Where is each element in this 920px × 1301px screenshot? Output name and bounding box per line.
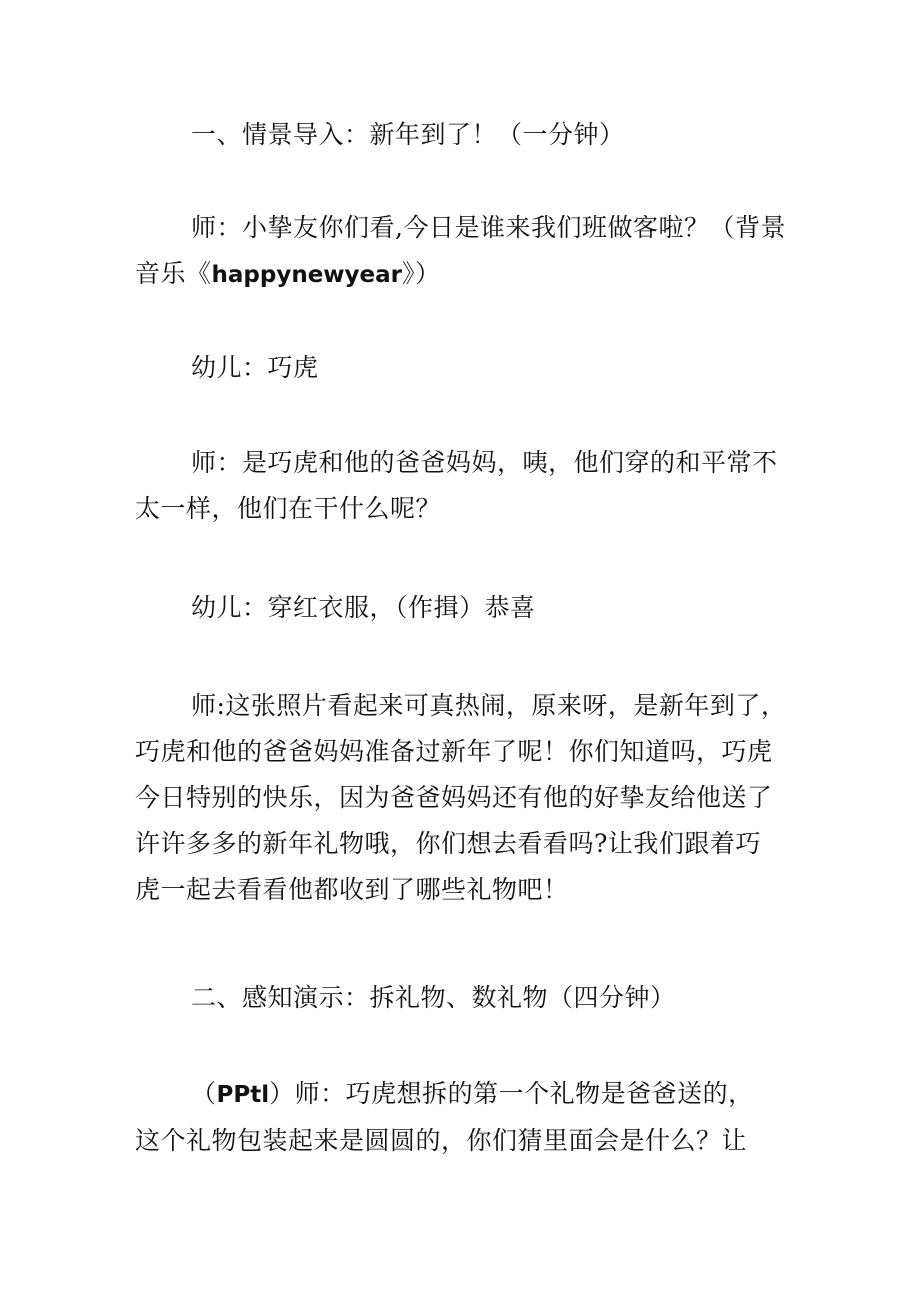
paragraph-teacher-intro-line-2 [135, 251, 795, 298]
section-heading-1 [135, 112, 795, 158]
paragraph-child-answer-1 [135, 345, 795, 391]
paragraph-child-answer-1-text: 幼儿：巧虎 [191, 353, 319, 382]
paragraph-teacher-story-line-5: 虎一起去看看他都收到了哪些礼物吧！ [135, 875, 569, 904]
section-heading-2 [135, 975, 795, 1021]
paragraph-teacher-story [135, 683, 795, 913]
music-title: happynewyear [211, 262, 403, 288]
ppt-open-paren: （ [191, 1079, 217, 1108]
paragraph-first-gift [135, 1071, 795, 1164]
paragraph-teacher-question-line-2: 太一样，他们在干什么呢？ [135, 494, 442, 523]
paragraph-teacher-intro [135, 205, 795, 298]
paragraph-child-answer-2-text: 幼儿：穿红衣服，（作揖）恭喜 [191, 593, 536, 622]
paragraph-teacher-question [135, 440, 795, 532]
paragraph-child-answer-2 [135, 585, 795, 631]
section-heading-2-text: 二、感知演示：拆礼物、数礼物（四分钟） [191, 983, 676, 1012]
paragraph-teacher-story-line-3: 今日特别的快乐，因为爸爸妈妈还有他的好挚友给他送了 [135, 783, 773, 812]
paragraph-teacher-question-line-1: 师：是巧虎和他的爸爸妈妈，咦，他们穿的和平常不 [191, 448, 778, 477]
ppt-label: PPtl [216, 1082, 270, 1108]
music-suffix: 》） [402, 259, 441, 288]
paragraph-teacher-intro-line-1: 师：小挚友你们看,今日是谁来我们班做客啦？（背景 [191, 213, 786, 242]
section-heading-1-text: 一、情景导入：新年到了！（一分钟） [191, 120, 625, 149]
paragraph-teacher-story-line-1: 师:这张照片看起来可真热闹，原来呀，是新年到了， [191, 691, 787, 720]
paragraph-teacher-story-line-4: 许许多多的新年礼物哦，你们想去看看吗?让我们跟着巧 [135, 829, 761, 858]
paragraph-first-gift-line-2: 这个礼物包装起来是圆圆的，你们猜里面会是什么？让 [135, 1126, 748, 1155]
first-gift-text: ）师：巧虎想拆的第一个礼物是爸爸送的， [269, 1079, 754, 1108]
paragraph-teacher-story-line-2: 巧虎和他的爸爸妈妈准备过新年了呢！你们知道吗，巧虎 [135, 737, 773, 766]
paragraph-first-gift-line-1 [135, 1071, 795, 1118]
music-prefix: 音乐《 [135, 259, 212, 288]
